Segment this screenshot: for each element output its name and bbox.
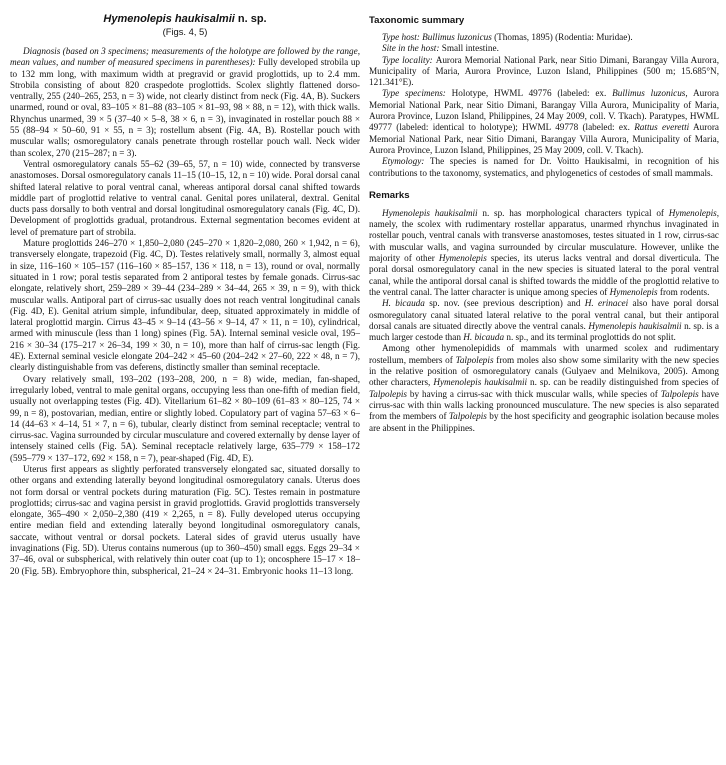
text-run: Type specimens:	[382, 88, 452, 99]
text-run: Etymology:	[382, 156, 430, 167]
text-run: Aurora Memorial National Park, near Sitio Dimani, Barangay Villa Aurora, Municipality of Maria, Aurora Province, Luzon Island, Philippines (500 m; 15.685°N, 121.341°E).	[369, 54, 719, 88]
text-run: Hymenolepis haukisalmii	[103, 13, 235, 25]
left-column	[10, 13, 360, 765]
section-heading-remarks: Remarks	[369, 189, 410, 201]
text-run: Talpolepis	[369, 388, 407, 399]
text-run: Bullimus luzonicus	[612, 88, 686, 99]
text-run: from moles also show some similarity with the new species in the relative position of osmoregulatory canals (Gulyaev and Melnikova, 2005). Among other characters,	[369, 354, 719, 388]
text-run: Aurora Memorial National Park, near Sitio Dimani, Barangay Villa Aurora, Municipality of Maria, Aurora Province, Luzon Island, Philippines, 25 May 2009, coll. V. Tkach).	[369, 122, 720, 155]
taxonomic-summary-paragraph	[369, 156, 719, 179]
taxonomic-summary-paragraph	[369, 55, 719, 89]
text-run: Hymenolepis	[438, 253, 487, 264]
taxonomic-summary-paragraph	[369, 43, 719, 54]
text-run: n. sp. can be readily distinguished from species of	[527, 377, 719, 388]
text-run: Mature proglottids 246–270 × 1,850–2,080 (245–270 × 1,820–2,080, 260 × 1,942, n = 6), transversely elongate, trapezoid (Fig. 4C, D). Testes relatively small, normally 3, almost equal in size, 116–160 × 105–157 (116–160 × 85–157, 136 × 118, n = 13), round or oval, normally situated in 1 row; poral testis separated from 2 antiporal testes by female gonads. Cirrus-sac elongate, relatively short, 259–289 × 39–44 (234–289 × 34–44, 265 × 39, n = 9), with thick muscular walls. Antiporal part of cirrus-sac usually does not reach ventral longitudinal canals (Fig. 4D, E). Genital atrium simple, infundibular, deep, situated approximately in middle of lateral proglottid margin. Cirrus 43–45 × 9–14 (43–56 × 9–14, 47 × 11, n = 10), cylindrical, armed with minuscule (less than 1 long) spines (Fig. 5A). Internal seminal vesicle oval, 195–216 × 30–34 (175–217 × 26–34, 199 × 30, n = 10), more than half of cirrus-sac length (Fig. 4E). External seminal vesicle elongate 204–242 × 45–60 (204–242 × 27–60, 222 × 48, n = 7), clearly distinguishable from vas deferens, distinctly smaller than seminal receptacle.	[10, 238, 360, 373]
remarks-paragraph	[369, 298, 719, 343]
text-run: by having a cirrus-sac with thick muscular walls, while species of	[406, 388, 661, 399]
text-run: n. sp. is a much larger cestode than	[369, 320, 720, 343]
section-heading-taxonomic-summary: Taxonomic summary	[369, 15, 465, 26]
text-run: n. sp.	[234, 13, 267, 25]
text-run: Rattus everetti	[634, 122, 690, 133]
article-title	[10, 13, 360, 25]
text-run: sp. nov. (see previous description) and	[424, 298, 585, 309]
text-run: The species is named for Dr. Voitto Haukisalmi, in recognition of his contributions to the taxonomy, systematics, and phylogenetics of cestodes of small mammals.	[369, 156, 719, 178]
text-run: , namely, the scolex with rudimentary rostellar apparatus, unarmed rhynchus invaginated in rostellar pouch, ventral canals with transverse anastomoses, testes situated in 1 row, cirrus-sac with muscular walls, and vagina surrounded by circular musculature. However, unlike the majority of other	[369, 207, 720, 264]
text-run: Talpolepis	[660, 388, 699, 399]
text-run: Diagnosis (based on 3 specimens; measurements of the holotype are followed by the range, mean values, and number of measured specimens in parentheses):	[10, 46, 360, 68]
diagnosis-paragraph	[10, 46, 360, 159]
text-run: Fully developed strobila up to 132 mm long, with maximum width at pregravid or gravid proglottids, up to 2.4 mm. Strobila consisting of about 820 craspedote proglottids. Scolex slightly flattened dorso-ventrally, 255 (240–265, 253, n = 3) wide, not clearly distinct from neck (Fig. 4A, B). Suckers unarmed, round or oval, 83–105 × 81–88 (83–105 × 81–93, 98 × 88, n = 12), with thick walls. Rhynchus unarmed, 39 × 5 (37–40 × 5–8, 38 × 6, n = 3), invaginated in rostellar pouch 88 × 55 (88–94 × 50–60, 91 × 55, n = 3); rostellum absent (Fig. 4A, B). Rostellar pouch with muscular walls; osmoregulatory canals penetrate through rostellar pouch wall. Neck wider than scolex, 270 (215–287; n = 3).	[10, 57, 361, 158]
text-run: Uterus first appears as slightly perforated transversely elongated sac, situated dorsally to other organs and extending laterally beyond longitudinal osmoregulatory canals. Uterus does not form dorsal or ventral pockets during maturation (Fig. 5C). Testes remain in postmature proglottids; cirrus-sac and vagina persist in gravid proglottids. Gravid proglottids transversely elongate, 365–490 × 2,050–2,380 (419 × 2,265, n = 8). Fully developed uterus occupying entire median field and extending laterally beyond longitudinal osmoregulatory canals, saccate, without ventral or dorsal pockets. Lateral sides of gravid uterus usually have invaginations (Fig. 5D). Uterus contains numerous (up to 360–450) small eggs. Eggs 29–34 × 37–46, oval or subspherical, with relatively thin outer coat (up to 1); oncosphere 15–17 × 18–20 (Fig. 5B). Embryophore thin, subspherical, 21–24 × 24–31. Embryonic hooks 11–13 long.	[10, 463, 360, 576]
taxonomic-summary-paragraph	[369, 88, 719, 156]
text-run: also have poral dorsal osmoregulatory canal situated lateral relative to the poral ventral canal, but their antiporal dorsal canals are situated directly above the ventral canals.	[369, 298, 719, 331]
text-run: Talpolepis	[455, 354, 494, 365]
remarks-paragraph	[369, 208, 719, 298]
text-run: n. sp., and its terminal proglottids do not split.	[504, 332, 676, 343]
figures-reference: (Figs. 4, 5)	[162, 26, 208, 37]
text-run: Small intestine.	[441, 43, 499, 54]
remarks-paragraph	[369, 343, 719, 433]
diagnosis-paragraph	[10, 464, 360, 577]
text-run: (Thomas, 1895) (Rodentia: Muridae).	[494, 32, 633, 42]
text-run: have cirrus-sac with thin walls lacking pronounced musculature. The new species is also separated from the members of	[369, 388, 719, 422]
right-column	[369, 13, 719, 765]
text-run: Hymenolepis haukisalmii	[433, 377, 528, 388]
diagnosis-paragraph	[10, 238, 360, 374]
text-run: H. bicauda	[463, 332, 505, 343]
diagnosis-paragraph	[10, 159, 360, 238]
text-run: H. erinacei	[584, 298, 629, 309]
text-run: Talpolepis	[448, 411, 487, 422]
text-run: H. bicauda	[382, 298, 425, 309]
text-run: Hymenolepis	[668, 207, 717, 218]
text-run: Holotype, HWML 49776 (labeled: ex.	[451, 88, 613, 99]
diagnosis-paragraph	[10, 374, 360, 464]
text-run: Type locality:	[382, 54, 436, 65]
text-run: Site in the host:	[382, 43, 442, 54]
text-run: Hymenolepis haukisalmii	[382, 207, 478, 218]
text-run: Hymenolepis haukisalmii	[588, 320, 682, 331]
text-run: from rodents.	[657, 286, 710, 297]
text-run: Ovary relatively small, 193–202 (193–208, 200, n = 8) wide, median, fan-shaped, irregularly lobed, ventral to male genital organs, occupying less than one-fifth of median field, usually not overlapping testes (Fig. 4D). Vitellarium 61–82 × 80–109 (61–83 × 80–125, 74 × 99, n = 8), postovarian, median, entire or slightly lobed. Copulatory part of vagina 57–63 × 6–14 (44–63 × 4–14, 51 × 7, n = 6), tubular, clearly distinct from seminal receptacle; ventral to cirrus-sac. Vagina surrounded by circular musculature and covered externally by dense layer of intensely stained cells (Fig. 5A). Seminal receptacle relatively large, 635–779 × 158–172 (595–779 × 137–172, 692 × 158, n = 7), pear-shaped (Fig. 4D, E).	[10, 373, 360, 463]
text-run: Ventral osmoregulatory canals 55–62 (39–65, 57, n = 10) wide, connected by transverse anastomoses. Dorsal osmoregulatory canals 11–15 (10–15, 12, n = 10) wide. Poral dorsal canal shifted lateral relative to poral ventral canal, whereas antiporal dorsal canal shifted towards middle part of proglottid relative to ventral canal. Genital pores unilateral, dextral. Genital ducts pass dorsally to both ventral and dorsal longitudinal osmoregulatory canals (Fig. 4C, D). Development of proglottids gradual, protandrous. External segmentation becomes evident at level of premature part of strobila.	[10, 158, 360, 237]
text-run: Hymenolepis	[609, 286, 658, 297]
taxonomic-summary-paragraph	[369, 32, 719, 43]
text-run: Type host: Bullimus luzonicus	[382, 32, 495, 42]
text-run: species, its uterus lacks ventral and dorsal diverticula. The poral dorsal osmoregulatory canal in the new species is situated lateral to the poral ventral canal, while the antiporal dorsal canal is shifted towards the middle of the proglottid relative to the ventral canal. The latter character is unique among species of	[369, 253, 719, 297]
text-run: , Aurora Memorial National Park, near Sitio Dimani, Barangay Villa Aurora, Municipality of Maria, Aurora Province, Luzon Island, Philippines, 24 May 2009, coll. V. Tkach). Paratypes, HWML 49777 (labeled: identical to holotype); HWML 49778 (labeled: ex.	[369, 88, 720, 133]
text-run: Among other hymenolepidids of mammals with unarmed scolex and rudimentary rostellum, members of	[369, 343, 719, 365]
text-run: by the host specificity and geographic isolation because moles are absent in the Philippines.	[369, 411, 719, 433]
text-run: n. sp. has morphological characters typical of	[477, 207, 669, 218]
